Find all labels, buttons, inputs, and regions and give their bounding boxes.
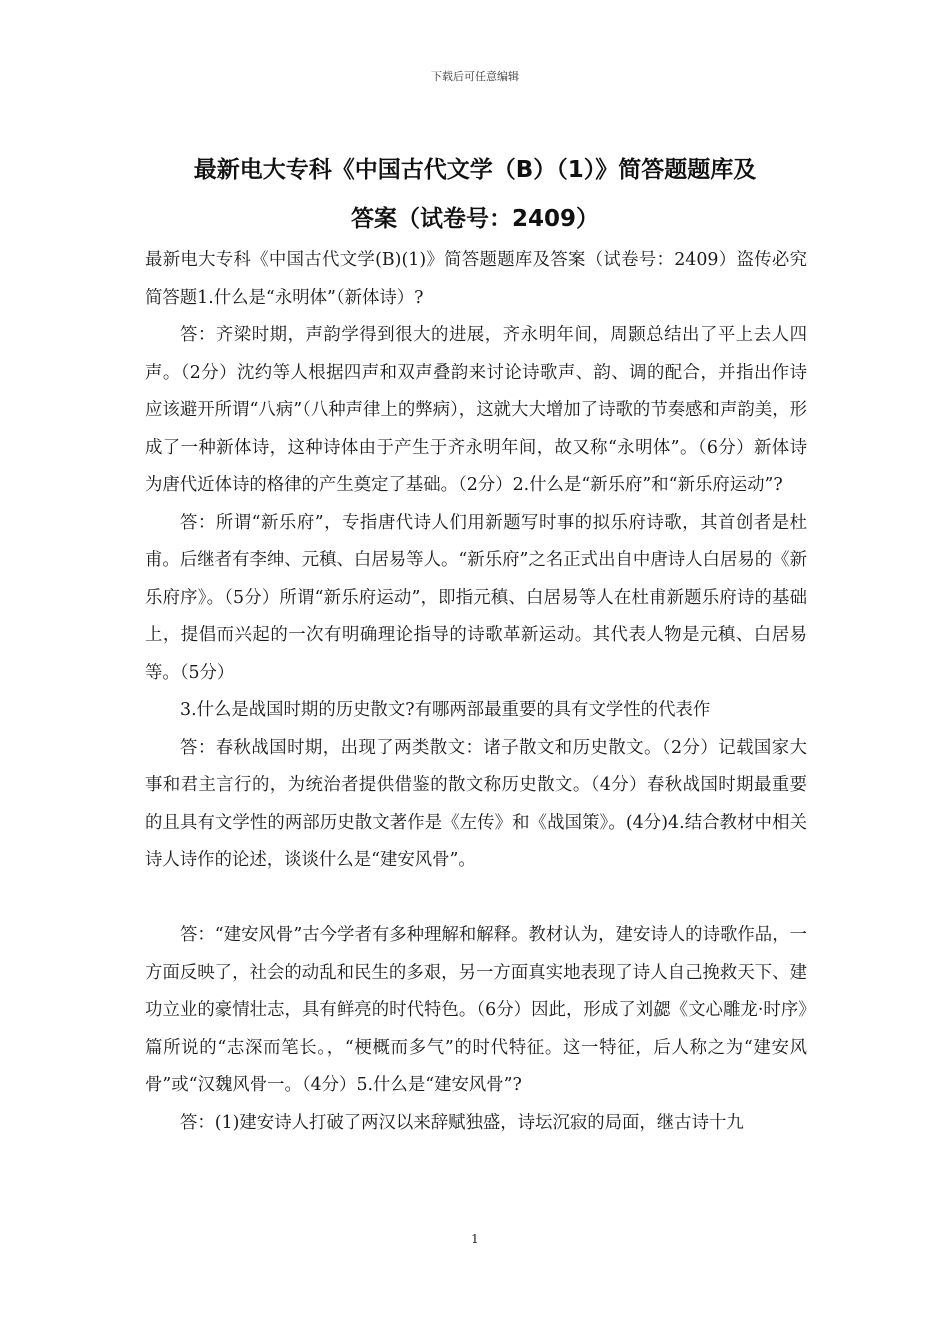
document-body	[145, 242, 807, 1142]
answer-paragraph-3: 答：春秋战国时期，出现了两类散文：诸子散文和历史散文。（2分）记载国家大事和君主言行的，为统治者提供借鉴的散文称历史散文。（4分）春秋战国时期最重要的且具有文学性的两部历史散文著作是《左传》和《战国策》。(4分)4.结合教材中相关诗人诗作的论述，谈谈什么是“建安风骨”。	[145, 737, 807, 870]
paragraph-gap	[145, 880, 807, 918]
paragraph-intro: 最新电大专科《中国古代文学(B)(1)》简答题题库及答案（试卷号：2409）盗传必究简答题1.什么是“永明体”（新体诗）?	[145, 250, 807, 308]
answer-paragraph-2: 答：所谓“新乐府”，专指唐代诗人们用新题写时事的拟乐府诗歌，其首创者是杜甫。后继者有李绅、元稹、白居易等人。“新乐府”之名正式出自中唐诗人白居易的《新乐府序》。（5分）所谓“新乐府运动”，即指元稹、白居易等人在杜甫新题乐府诗的基础上，提倡而兴起的一次有明确理论指导的诗歌革新运动。其代表人物是元稹、白居易等。（5分）	[145, 512, 807, 683]
title-line-1: 最新电大专科《中国古代文学（B）（1）》简答题题库及	[193, 157, 757, 183]
answer-paragraph-5: 答：(1)建安诗人打破了两汉以来辞赋独盛，诗坛沉寂的局面，继古诗十九	[180, 1112, 744, 1133]
answer-paragraph-1: 答：齐梁时期，声韵学得到很大的进展，齐永明年间，周颢总结出了平上去人四声。（2分）沈约等人根据四声和双声叠韵来讨论诗歌声、韵、调的配合，并指出作诗应该避开所谓“八病”（八种声律上的弊病），这就大大增加了诗歌的节奏感和声韵美，形成了一种新体诗，这种诗体由于产生于齐永明年间，故又称“永明体”。（6分）新体诗为唐代近体诗的格律的产生奠定了基础。（2分）2.什么是“新乐府”和“新乐府运动”?	[145, 325, 807, 495]
document-title	[130, 146, 820, 244]
answer-paragraph-4: 答：“建安风骨”古今学者有多种理解和解释。教材认为，建安诗人的诗歌作品，一方面反映了，社会的动乱和民生的多艰，另一方面真实地表现了诗人自己挽救天下、建功立业的豪情壮志，具有鲜亮的时代特色。（6分）因此，形成了刘勰《文心雕龙·时序》篇所说的“志深而笔长。，“梗概而多气”的时代特征。这一特征，后人称之为“建安风骨”或“汉魏风骨一。（4分）5.什么是“建安风骨”?	[145, 925, 807, 1095]
title-line-2: 答案（试卷号：2409）	[350, 206, 599, 232]
header-note: 下载后可任意编辑	[431, 70, 519, 83]
page-number: 1	[471, 1232, 479, 1246]
question-paragraph-3: 3.什么是战国时期的历史散文?有哪两部最重要的具有文学性的代表作	[180, 700, 711, 720]
